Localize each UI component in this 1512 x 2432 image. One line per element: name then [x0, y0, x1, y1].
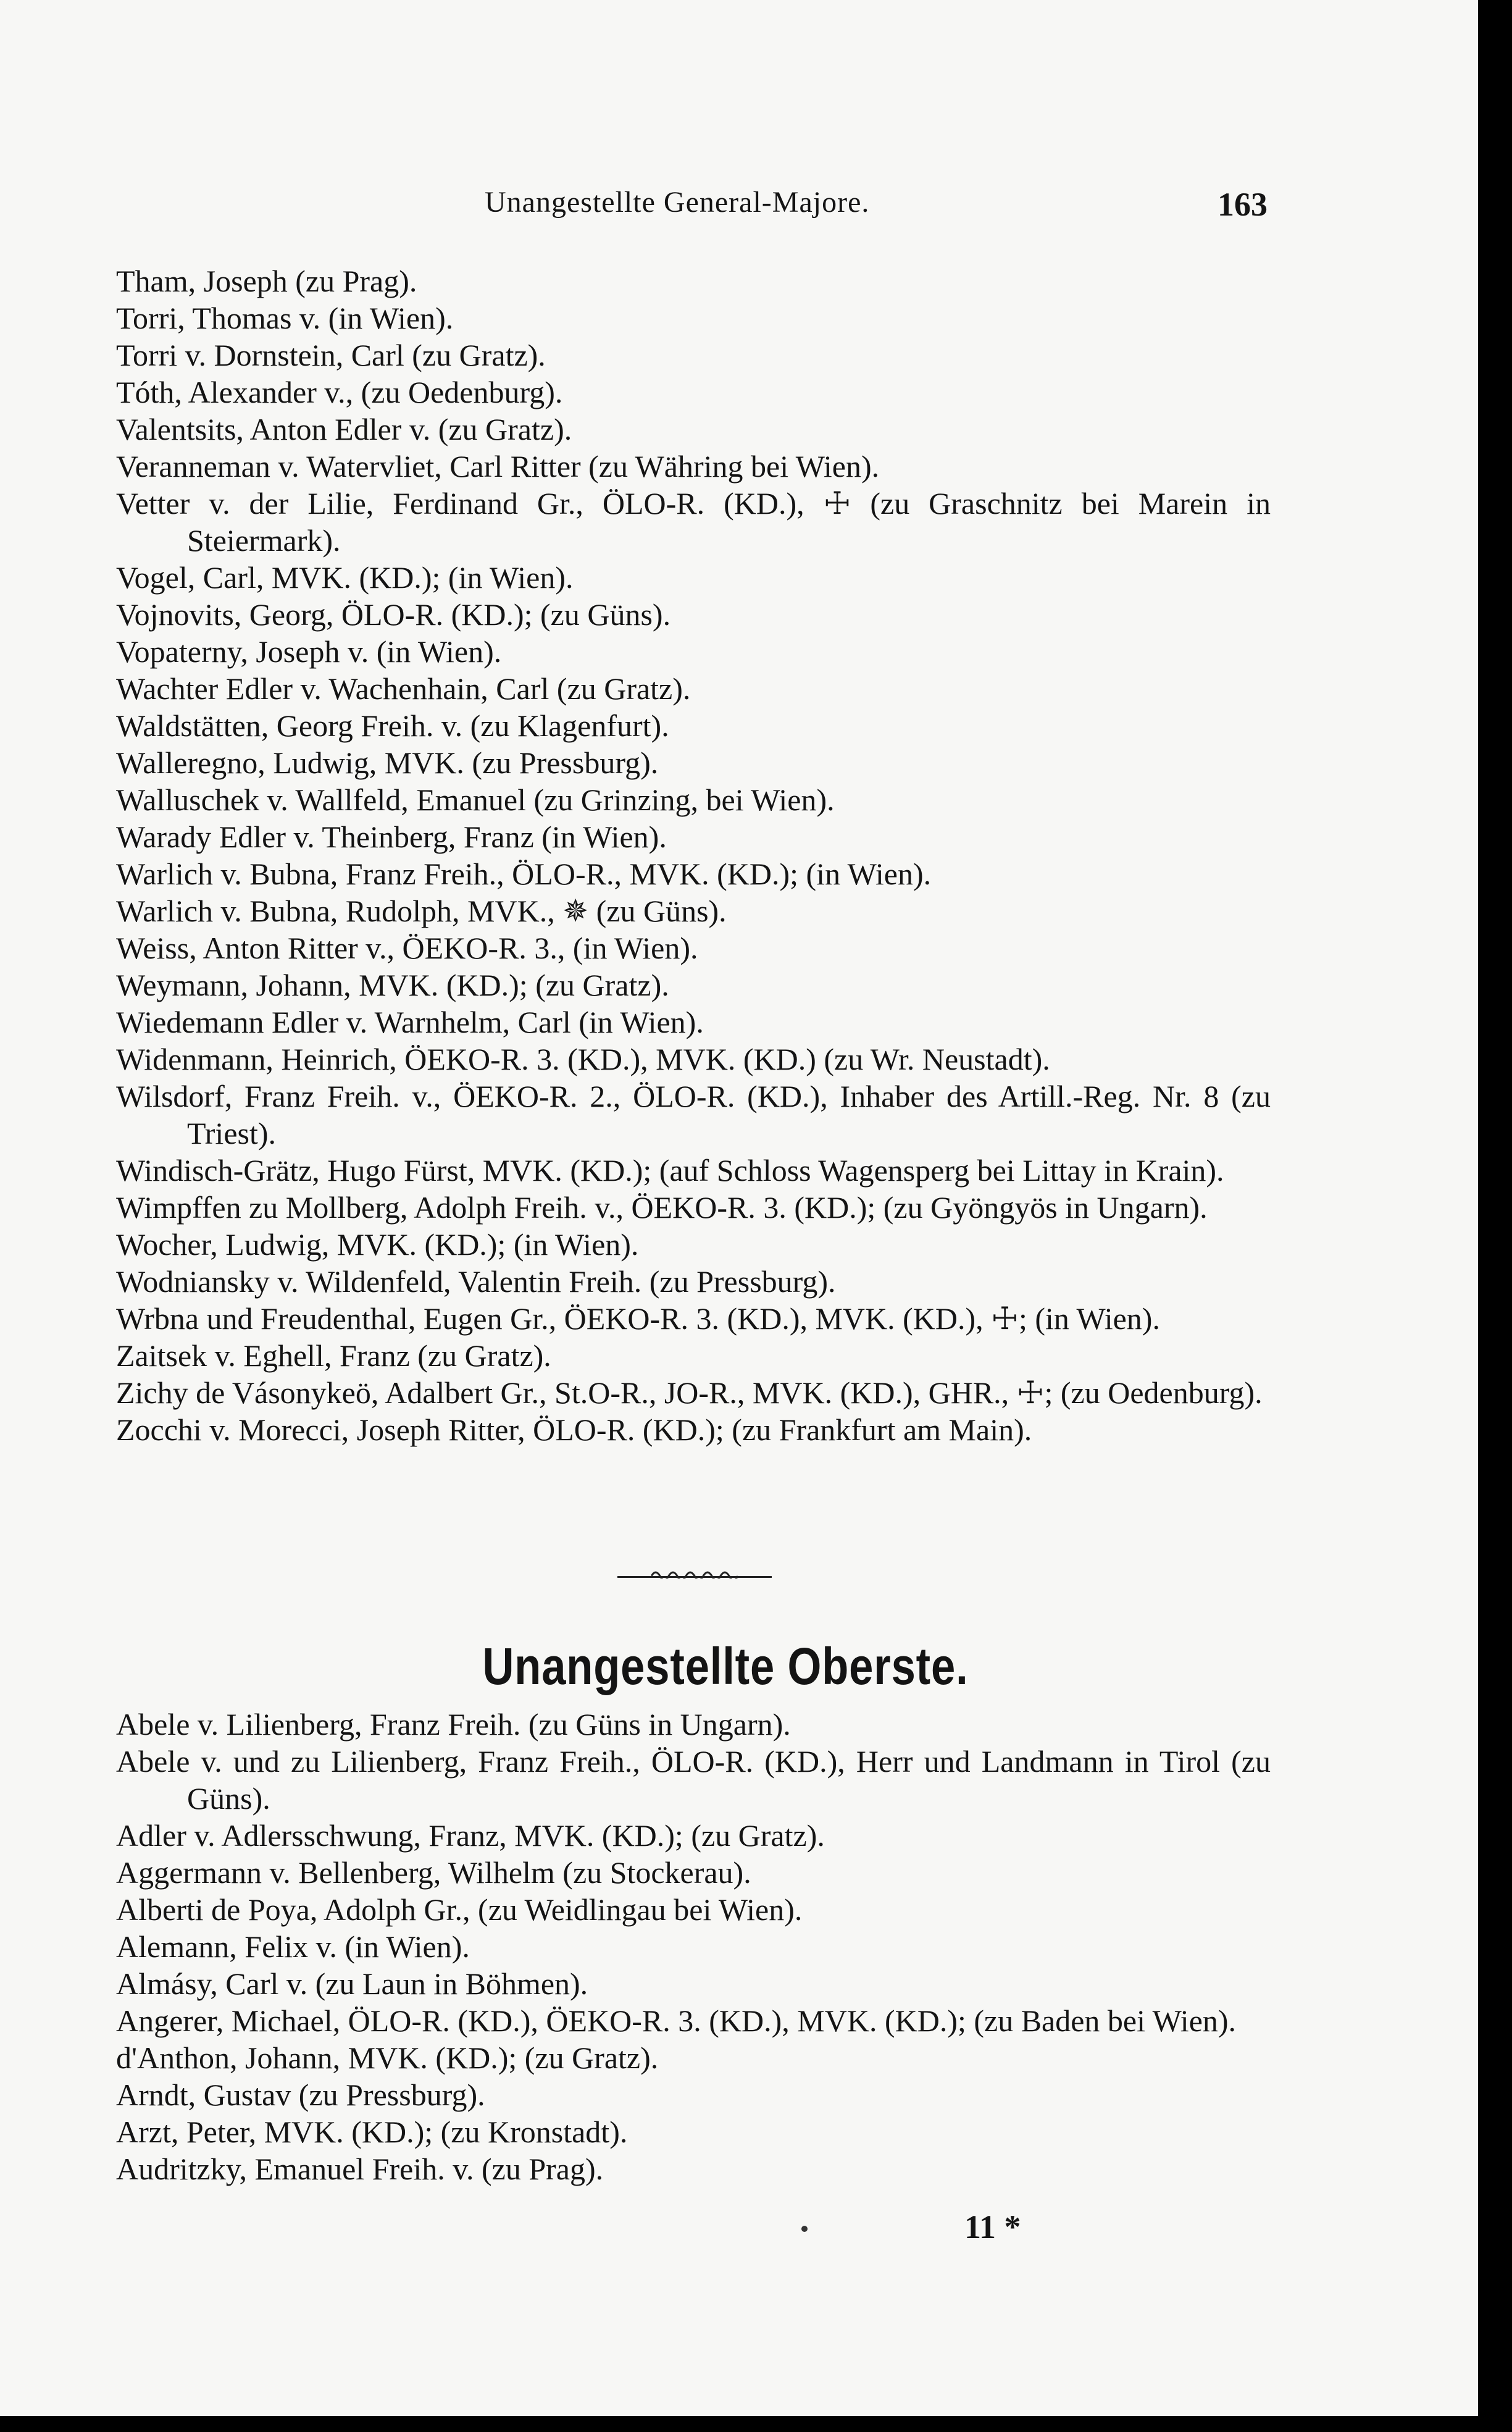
list-entry: Wrbna und Freudenthal, Eugen Gr., ÖEKO-R. 3. (KD.), MVK. (KD.), ☩; (in Wien).: [116, 1301, 1160, 1336]
list-entry: Wiedemann Edler v. Warnhelm, Carl (in Wien).: [116, 1005, 704, 1039]
list-entry: Wodniansky v. Wildenfeld, Valentin Freih. (zu Pressburg).: [116, 1264, 836, 1299]
list-entry: Alemann, Felix v. (in Wien).: [116, 1929, 470, 1964]
general-majors-list: [116, 262, 1271, 1448]
list-entry: Vopaterny, Joseph v. (in Wien).: [116, 634, 502, 669]
list-entry: Zaitsek v. Eghell, Franz (zu Gratz).: [116, 1338, 551, 1373]
list-entry: Warlich v. Bubna, Rudolph, MVK., ✵ (zu Güns).: [116, 894, 727, 928]
page-number: 163: [1218, 186, 1268, 223]
list-entry: Vojnovits, Georg, ÖLO-R. (KD.); (zu Güns).: [116, 597, 671, 632]
list-entry: Tóth, Alexander v., (zu Oedenburg).: [116, 375, 563, 409]
list-entry: Adler v. Adlersschwung, Franz, MVK. (KD.); (zu Gratz).: [116, 1818, 825, 1853]
list-entry: Arzt, Peter, MVK. (KD.); (zu Kronstadt).: [116, 2115, 628, 2149]
list-entry: Torri v. Dornstein, Carl (zu Gratz).: [116, 338, 546, 372]
list-entry: Walluschek v. Wallfeld, Emanuel (zu Grinzing, bei Wien).: [116, 782, 835, 817]
list-entry: Tham, Joseph (zu Prag).: [116, 264, 417, 298]
list-entry: Abele v. und zu Lilienberg, Franz Freih., ÖLO-R. (KD.), Herr und Landmann in Tirol (zu Güns).: [116, 1744, 1271, 1816]
list-entry: Wachter Edler v. Wachenhain, Carl (zu Gratz).: [116, 671, 691, 706]
list-entry: Waldstätten, Georg Freih. v. (zu Klagenfurt).: [116, 708, 669, 743]
list-entry: Angerer, Michael, ÖLO-R. (KD.), ÖEKO-R. 3. (KD.), MVK. (KD.); (zu Baden bei Wien).: [116, 2003, 1237, 2038]
list-entry: Arndt, Gustav (zu Pressburg).: [116, 2078, 485, 2112]
list-entry: Weymann, Johann, MVK. (KD.); (zu Gratz).: [116, 968, 669, 1002]
list-entry: Zichy de Vásonykeö, Adalbert Gr., St.O-R., JO-R., MVK. (KD.), GHR., ☩; (zu Oedenburg).: [116, 1375, 1263, 1410]
signature-mark: 11 *: [964, 2208, 1021, 2245]
list-entry: Warlich v. Bubna, Franz Freih., ÖLO-R., MVK. (KD.); (in Wien).: [116, 857, 932, 891]
list-entry: Walleregno, Ludwig, MVK. (zu Pressburg).: [116, 745, 659, 780]
list-entry: Audritzky, Emanuel Freih. v. (zu Prag).: [116, 2152, 604, 2186]
divider-ornament: [651, 1566, 738, 1579]
list-entry: Windisch-Grätz, Hugo Fürst, MVK. (KD.); (auf Schloss Wagensperg bei Littay in Krain).: [116, 1153, 1224, 1188]
list-entry: Valentsits, Anton Edler v. (zu Gratz).: [116, 412, 572, 447]
colonels-list: [116, 1706, 1271, 2187]
list-entry: Aggermann v. Bellenberg, Wilhelm (zu Stockerau).: [116, 1855, 751, 1890]
list-entry: d'Anthon, Johann, MVK. (KD.); (zu Gratz).: [116, 2040, 659, 2075]
footer-dot: [801, 2226, 808, 2232]
list-entry: Warady Edler v. Theinberg, Franz (in Wien).: [116, 820, 667, 854]
list-entry: Alberti de Poya, Adolph Gr., (zu Weidlingau bei Wien).: [116, 1892, 803, 1927]
list-entry: Zocchi v. Morecci, Joseph Ritter, ÖLO-R. (KD.); (zu Frankfurt am Main).: [116, 1412, 1032, 1447]
list-entry: Widenmann, Heinrich, ÖEKO-R. 3. (KD.), MVK. (KD.) (zu Wr. Neustadt).: [116, 1042, 1050, 1076]
list-entry: Abele v. Lilienberg, Franz Freih. (zu Güns in Ungarn).: [116, 1707, 791, 1742]
list-entry: Wocher, Ludwig, MVK. (KD.); (in Wien).: [116, 1227, 639, 1262]
list-entry: Almásy, Carl v. (zu Laun in Böhmen).: [116, 1966, 588, 2001]
list-entry: Wimpffen zu Mollberg, Adolph Freih. v., ÖEKO-R. 3. (KD.); (zu Gyöngyös in Ungarn).: [116, 1190, 1208, 1225]
list-entry: Weiss, Anton Ritter v., ÖEKO-R. 3., (in Wien).: [116, 931, 698, 965]
running-title: Unangestellte General-Majore.: [485, 186, 870, 219]
list-entry: Vogel, Carl, MVK. (KD.); (in Wien).: [116, 560, 574, 595]
list-entry: Vetter v. der Lilie, Ferdinand Gr., ÖLO-R. (KD.), ☩ (zu Graschnitz bei Marein in Steiermark).: [116, 486, 1271, 558]
list-entry: Veranneman v. Watervliet, Carl Ritter (zu Währing bei Wien).: [116, 449, 880, 484]
list-entry: Torri, Thomas v. (in Wien).: [116, 301, 454, 335]
list-entry: Wilsdorf, Franz Freih. v., ÖEKO-R. 2., ÖLO-R. (KD.), Inhaber des Artill.-Reg. Nr. 8 (zu Triest).: [116, 1079, 1271, 1151]
section-heading: Unangestellte Oberste.: [482, 1637, 969, 1695]
